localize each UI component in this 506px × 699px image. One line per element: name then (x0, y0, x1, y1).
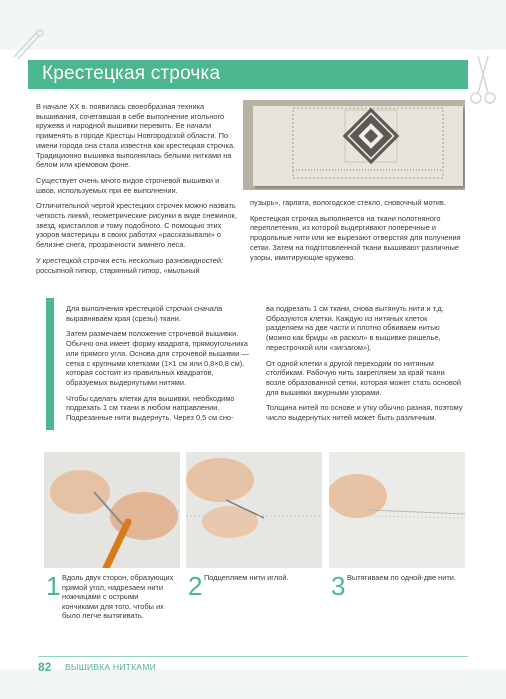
embroidery-photo (243, 100, 465, 190)
intro-column (36, 102, 238, 281)
page-number: 82 (38, 660, 52, 674)
top-pattern (0, 0, 506, 50)
right-paragraph: пузырь», гарлата, вологодское стекло, сновочный мотив. (250, 198, 446, 207)
step-3-photo (329, 452, 465, 568)
box-paragraph: От одной клетки к другой переходим по нитяным столбикам. Рабочую нить закрепляем за край ткани возле образованной сетки, которая может стать основой для вышивки ажурными узорами. (266, 358, 461, 397)
box-paragraph: Толщина нитей по основе и утку обычно разная, поэтому число выдернутых нитей может быть различным. (266, 403, 463, 423)
box-left-column (66, 304, 254, 429)
step-number: 2 (188, 571, 203, 601)
intro-paragraph: В начале XX в. появилась своеобразная техника вышивания, сочетавшая в себе выполнение игольного кружева и народной вышивки перевить. Ее начали применять в городе Крестцы Новгородской области. По имени города она стала известна как крестецкая строчка. Традиционно вышивка выполнялась белыми нитками на белом или кремовом фоне. (36, 102, 236, 170)
box-right-column (266, 304, 464, 429)
intro-paragraph: Отличительной чертой крестецких строчек можно назвать четкость линий, геометрические рисунки в виде снежинок, звезд, кристаллов и тому подобного. С помощью этих узоров мастерицы в своих работах «рассказывали» о белизне снега, прозрачности зимнего леса. (36, 201, 237, 250)
title-bar (28, 60, 468, 89)
right-paragraph: Крестецкая строчка выполняется на ткани полотняного переплетения, из которой выдергивают поперечные и продольные нити или же вырезают отверстия для получения сетки. Затем на подготовленной ткани вышивают различные узоры, имитирующие кружево. (250, 213, 461, 262)
step-caption: Подцепляем нити иглой. (204, 573, 289, 582)
step-caption: Вытягиваем по одной-две нити. (347, 573, 456, 582)
section-title: ВЫШИВКА НИТКАМИ (65, 662, 156, 672)
instruction-box (46, 298, 474, 430)
step-2-photo (186, 452, 322, 568)
page-title: Крестецкая строчка (42, 63, 221, 84)
bottom-pattern (0, 669, 506, 699)
step-number: 3 (331, 571, 346, 601)
box-paragraph: Чтобы сделать клетки для вышивки, необходимо подрезать 1 см ткани в любом направлении. Подрезанные нити выдернуть. Через 0,5 см сно- (66, 393, 235, 423)
footer-divider (38, 656, 468, 657)
safety-pin-icon (10, 25, 44, 61)
intro-paragraph: Существует очень много видов строчевой вышивки и швов, используемых при ее выполнении. (36, 175, 220, 195)
step-caption: Вдоль двух сторон, образующих прямой угол, надрезаем нити ножницами с острыми кончиками для того, чтобы их было легче вытягивать. (62, 573, 174, 620)
step-number: 1 (46, 571, 61, 601)
intro-paragraph: У крестецкой строчки есть несколько разновидностей: россыпной гипюр, старинный гипюр, «мыльный (36, 255, 224, 275)
box-paragraph: Для выполнения крестецкой строчки сначала выравниваем края (срезы) ткани. (66, 304, 223, 323)
cloth-sample (253, 106, 463, 186)
box-paragraph: Затем размечаем положение строчевой вышивки. Обычно она имеет форму квадрата, прямоугольника или прямого угла. Основа для строчевой вышивки — сетка с крупными клетками (1×1 см или 0,8×0,8 см), которая состоит из правильных квадратов, образуемых выдернутыми нитями. (66, 329, 249, 387)
scissors-icon (468, 52, 498, 106)
right-column (250, 198, 462, 268)
box-paragraph: ва подрезать 1 см ткани, снова вытянуть нити и т.д. Образуются клетки. Каждую из нитяных клеток разделяем на две части и плотно обвиваем нитью (можно как бриды «в раскол» в вышивке ришелье, перестрочкой или «зигзагом»). (266, 304, 444, 352)
step-1-photo (44, 452, 180, 568)
